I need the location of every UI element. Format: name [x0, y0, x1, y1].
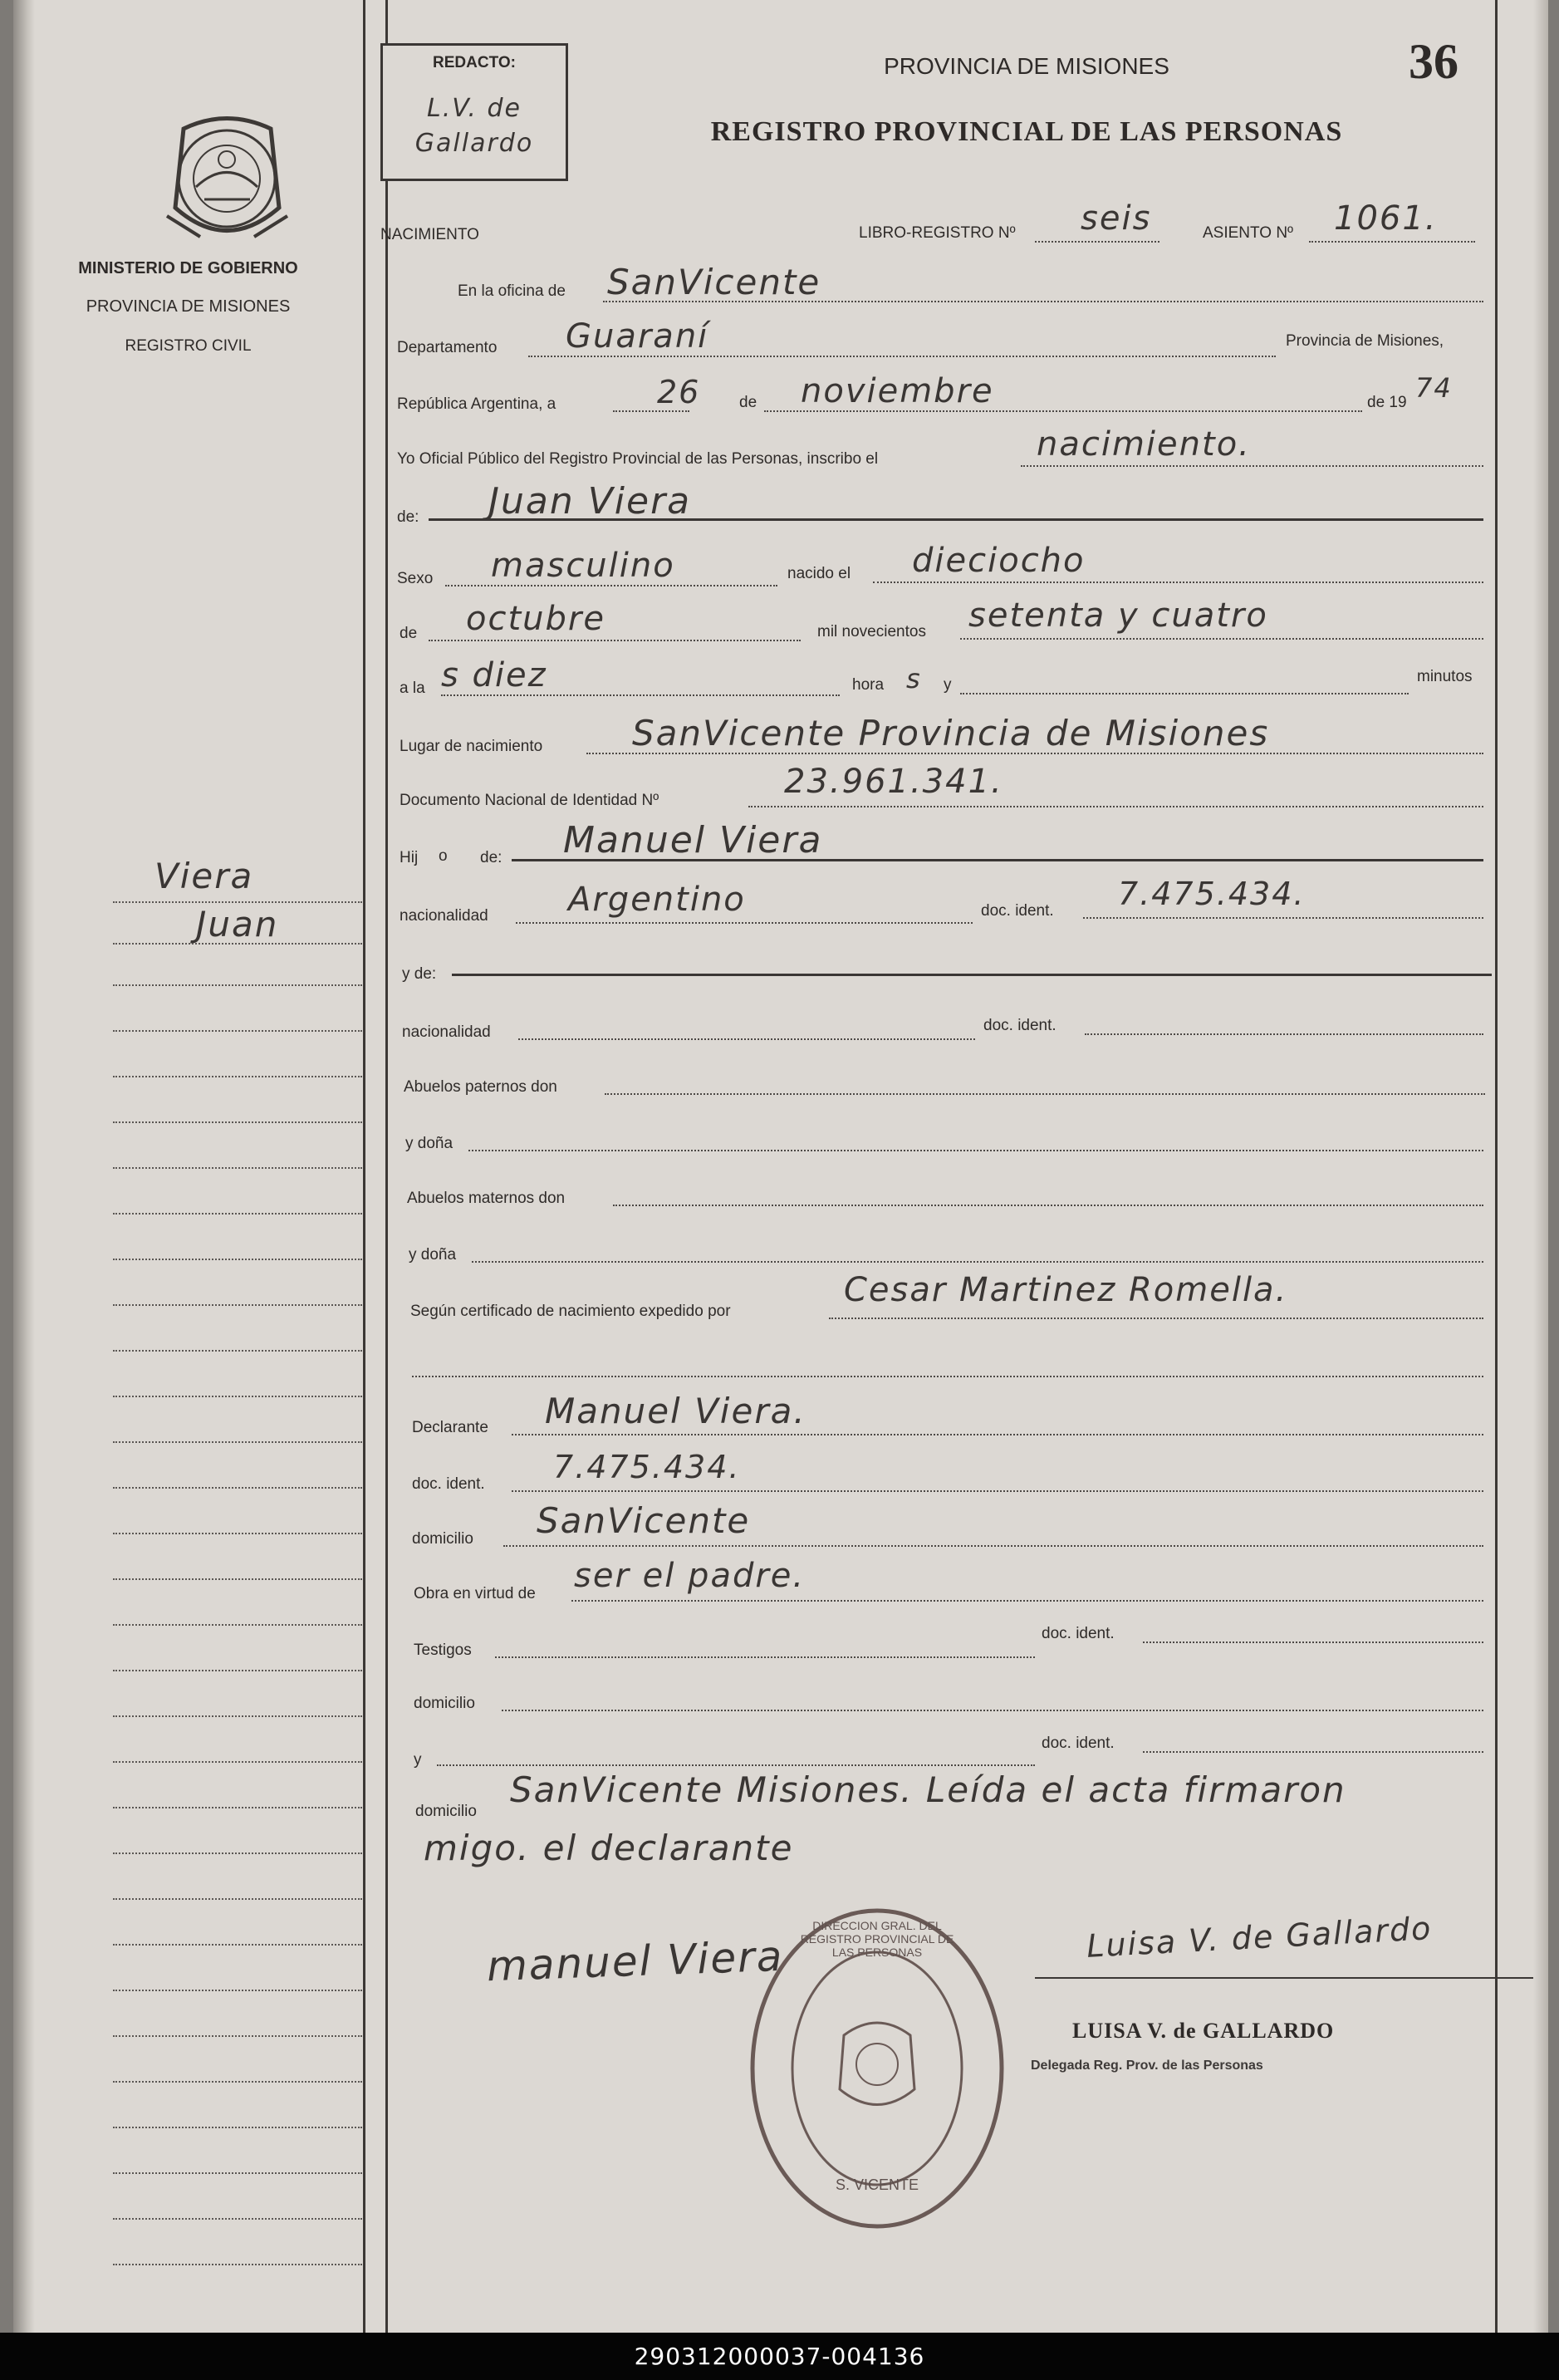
birth-de-label: de — [400, 625, 418, 642]
registry-header: REGISTRO PROVINCIAL DE LAS PERSONAS — [710, 116, 1343, 147]
lugar-label: Lugar de nacimiento — [400, 738, 543, 755]
asiento-label: ASIENTO Nº — [1203, 224, 1293, 242]
declarante-doc-label: doc. ident. — [412, 1475, 485, 1493]
left-rule — [363, 0, 365, 2333]
hijo-de-label: de: — [480, 849, 503, 866]
left-rule-inner — [385, 0, 388, 2333]
child-name-value: Juan Viera — [488, 480, 692, 523]
de-label: de — [739, 394, 757, 411]
province-subtitle: PROVINCIA DE MISIONES — [86, 297, 291, 316]
oficina-value: SanVicente — [607, 262, 821, 302]
doc-ident-label: doc. ident. — [981, 902, 1054, 920]
stamp-town: S. VICENTE — [835, 2176, 919, 2193]
ministry-title: MINISTERIO DE GOBIERNO — [78, 259, 298, 277]
libro-label: LIBRO-REGISTRO Nº — [859, 224, 1016, 242]
redacto-box — [380, 43, 568, 181]
testigos-label: Testigos — [414, 1641, 472, 1659]
mother-nacionalidad-label: nacionalidad — [402, 1023, 491, 1041]
domicilio-3-label: domicilio — [415, 1803, 477, 1820]
dni-label: Documento Nacional de Identidad Nº — [400, 792, 659, 809]
misiones-coat-of-arms-icon — [154, 108, 300, 253]
margin-given-name: Juan — [196, 904, 279, 945]
declarante-value: Manuel Viera. — [545, 1391, 806, 1431]
doc-ident-value: 7.475.434. — [1118, 876, 1306, 912]
stamp-text: DIRECCION GRAL. DEL REGISTRO PROVINCIAL DE LAS PERSONAS — [800, 1919, 954, 1959]
hora-value: s — [906, 663, 922, 694]
domicilio-1-label: domicilio — [412, 1530, 473, 1548]
mil-label: mil novecientos — [817, 623, 926, 640]
redacto-label: REDACTO: — [433, 54, 516, 71]
oficial-value: nacimiento. — [1037, 425, 1251, 464]
hora-label: hora — [852, 676, 885, 694]
abuelos-paternos-label: Abuelos paternos don — [404, 1078, 557, 1096]
nacimiento-label: NACIMIENTO — [380, 226, 479, 243]
day-value: 26 — [657, 374, 701, 410]
mother-label: y de: — [402, 965, 437, 983]
year-label: de 19 — [1367, 394, 1407, 411]
father-name-value: Manuel Viera — [563, 819, 823, 861]
month-value: noviembre — [801, 372, 994, 410]
officer-name: LUISA V. de GALLARDO — [1072, 2019, 1335, 2043]
domicilio-2-label: domicilio — [414, 1695, 475, 1712]
officer-title: Delegada Reg. Prov. de las Personas — [1031, 2059, 1263, 2073]
lugar-value: SanVicente Provincia de Misiones — [632, 713, 1270, 753]
officer-signature: Luisa V. de Gallardo — [1086, 1910, 1434, 1965]
sexo-label: Sexo — [397, 570, 434, 587]
ala-value: s diez — [441, 656, 547, 694]
sexo-value: masculino — [491, 547, 675, 585]
testigo-doc-label: doc. ident. — [1042, 1625, 1115, 1642]
ala-label: a la — [400, 680, 425, 697]
page-edge — [1533, 0, 1548, 2333]
year-value: 74 — [1415, 372, 1453, 404]
nacionalidad-label: nacionalidad — [400, 907, 488, 925]
obra-label: Obra en virtud de — [414, 1585, 536, 1602]
ydona-1-label: y doña — [405, 1135, 453, 1152]
redacto-value: L.V. de Gallardo — [414, 94, 534, 158]
image-code-bar: 290312000037-004136 — [0, 2333, 1559, 2380]
ydona-2-label: y doña — [409, 1246, 457, 1264]
margin-surname: Viera — [154, 856, 254, 896]
departamento-value: Guaraní — [566, 317, 709, 356]
nacido-label: nacido el — [787, 565, 851, 582]
hijo-suffix: o — [439, 847, 448, 865]
libro-value: seis — [1081, 199, 1152, 238]
obra-value: ser el padre. — [574, 1557, 806, 1595]
domicilio-1-value: SanVicente — [537, 1500, 751, 1541]
civil-subtitle: REGISTRO CIVIL — [125, 337, 252, 355]
asiento-value: 1061. — [1334, 199, 1438, 238]
y-label: y — [944, 676, 952, 694]
mother-doc-label: doc. ident. — [983, 1017, 1056, 1034]
declarante-doc-value: 7.475.434. — [553, 1449, 741, 1485]
oficina-label: En la oficina de — [458, 282, 566, 300]
y2-label: y — [414, 1751, 422, 1769]
abuelos-maternos-label: Abuelos maternos don — [407, 1190, 566, 1207]
certificado-value: Cesar Martinez Romella. — [844, 1271, 1288, 1309]
mil-value: setenta y cuatro — [968, 596, 1268, 635]
dni-value: 23.961.341. — [784, 763, 1003, 801]
departamento-label: Departamento — [397, 339, 498, 356]
certificado-label: Según certificado de nacimiento expedido por — [410, 1303, 731, 1320]
page-number: 36 — [1409, 34, 1458, 89]
nacionalidad-value: Argentino — [568, 881, 746, 919]
declarant-signature: manuel Viera — [486, 1931, 785, 1991]
continuation-value: migo. el declarante — [424, 1828, 794, 1868]
domicilio-3-value: SanVicente Misiones. Leída el acta firmaron — [510, 1769, 1346, 1810]
right-rule — [1495, 0, 1498, 2333]
registry-stamp — [744, 1902, 1010, 2235]
nacido-value: dieciocho — [912, 542, 1086, 580]
declarante-label: Declarante — [412, 1419, 488, 1436]
birth-month-value: octubre — [466, 600, 605, 638]
hijo-label: Hij — [400, 849, 419, 866]
name-de-label: de: — [397, 508, 419, 526]
provincia-label: Provincia de Misiones, — [1286, 332, 1444, 350]
oficial-label: Yo Oficial Público del Registro Provincial de las Personas, inscribo el — [397, 450, 879, 468]
register-page — [13, 0, 1548, 2333]
republica-label: República Argentina, a — [397, 395, 556, 413]
minutos-label: minutos — [1417, 668, 1473, 685]
province-header: PROVINCIA DE MISIONES — [884, 53, 1169, 79]
testigo-2-doc-label: doc. ident. — [1042, 1735, 1115, 1752]
